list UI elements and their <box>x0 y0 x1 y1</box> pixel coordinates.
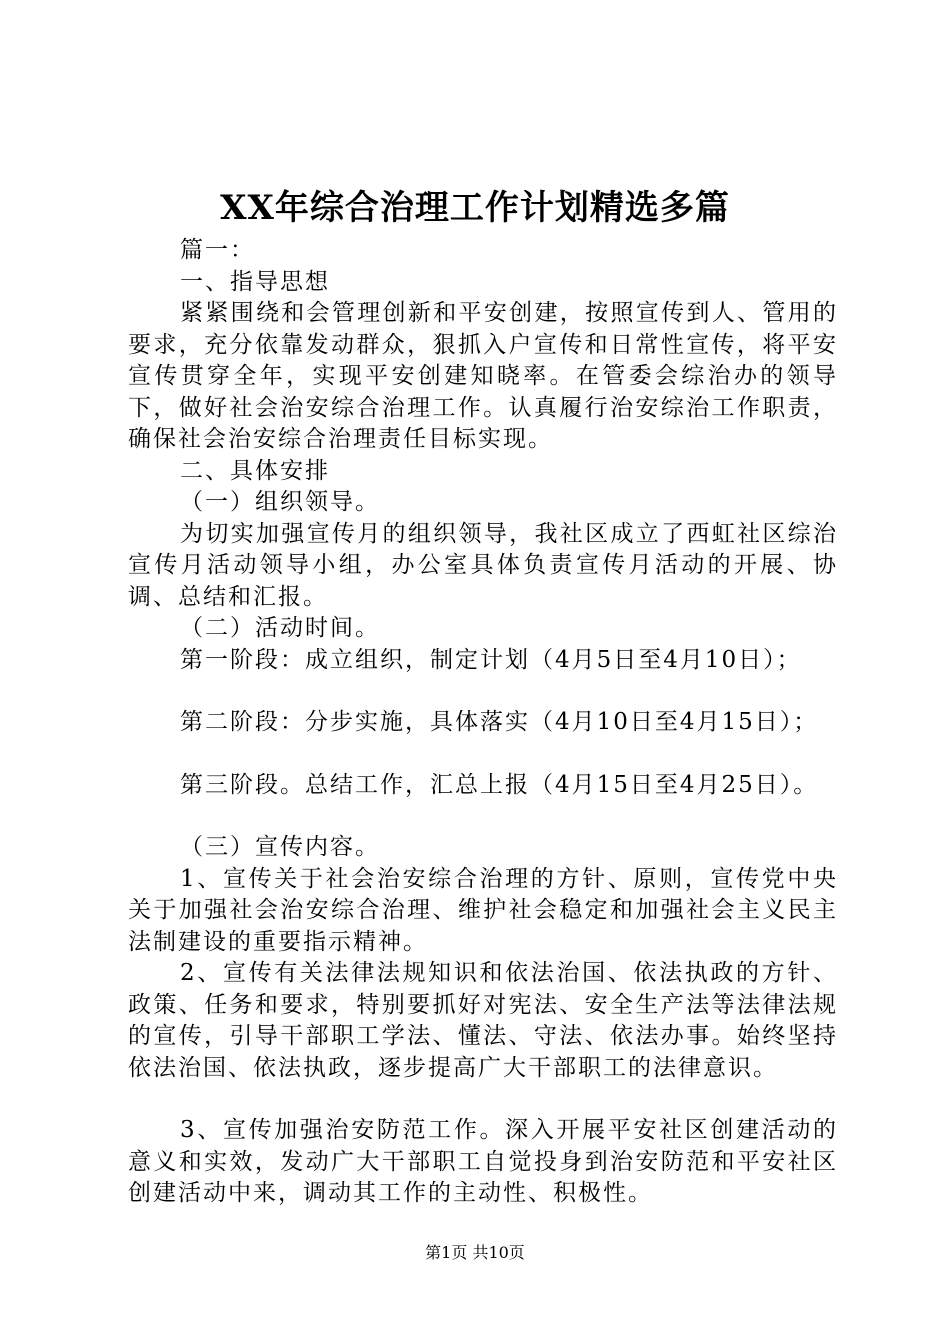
stage-three: 第三阶段。总结工作，汇总上报（4月15日至4月25日）。 <box>180 771 819 798</box>
subheading-organization: （一）组织领导。 <box>180 489 380 515</box>
document-title: XX年综合治理工作计划精选多篇 <box>220 188 730 228</box>
paragraph-organization: 为切实加强宣传月的组织领导，我社区成立了西虹社区综治宣传月活动领导小组，办公室具体负责宣传月活动的开展、协调、总结和汇报。 <box>128 520 838 610</box>
heading-specific-arrangements: 二、具体安排 <box>180 457 330 484</box>
page-footer: 第1页 共10页 <box>425 1243 525 1262</box>
content-item-1: 1、宣传关于社会治安综合治理的方针、原则，宣传党中央关于加强社会治安综合治理、维护社会稳定和加强社会主义民主法制建设的重要指示精神。 <box>128 865 838 955</box>
content-item-2: 2、宣传有关法律法规知识和依法治国、依法执政的方针、政策、任务和要求，特别要抓好对宪法、安全生产法等法律法规的宣传，引导干部职工学法、懂法、守法、依法办事。始终坚持依法治国、依法执政，逐步提高广大干部职工的法律意识。 <box>128 960 838 1081</box>
stage-one: 第一阶段：成立组织，制定计划（4月5日至4月10日）； <box>180 646 802 673</box>
stage-two: 第二阶段：分步实施，具体落实（4月10日至4月15日）； <box>180 709 819 735</box>
subheading-content: （三）宣传内容。 <box>180 834 380 860</box>
paragraph-guiding-ideology: 紧紧围绕和会管理创新和平安创建，按照宣传到人、管用的要求，充分依靠发动群众，狠抓入户宣传和日常性宣传，将平安宣传贯穿全年，实现平安创建知晓率。在管委会综治办的领导下，做好社会治安综合治理工作。认真履行治安综治工作职责，确保社会治安综合治理责任目标实现。 <box>128 300 838 452</box>
subheading-activity-time: （二）活动时间。 <box>180 615 380 641</box>
content-item-3: 3、宣传加强治安防范工作。深入开展平安社区创建活动的意义和实效，发动广大干部职工自觉投身到治安防范和平安社区创建活动中来，调动其工作的主动性、积极性。 <box>128 1117 838 1206</box>
section-label: 篇一： <box>180 237 255 263</box>
heading-guiding-ideology: 一、指导思想 <box>180 268 330 295</box>
document-body <box>128 235 838 1210</box>
